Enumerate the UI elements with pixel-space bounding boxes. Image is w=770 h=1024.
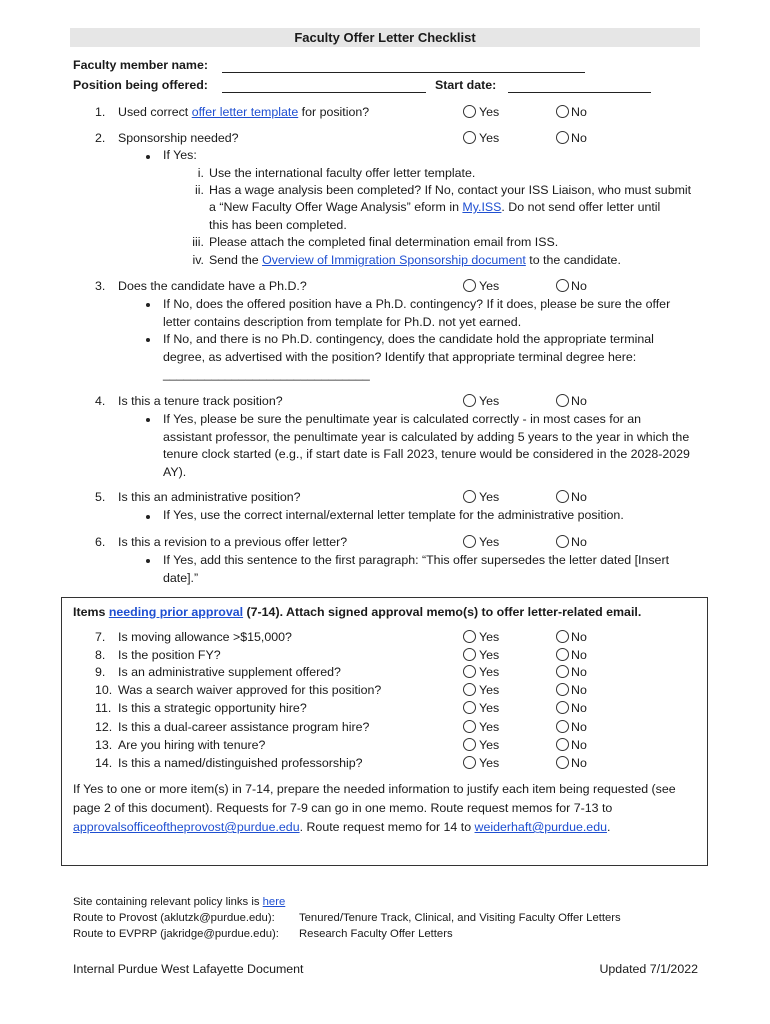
approval-item-yes-radio[interactable] <box>463 701 476 714</box>
q4-question: Is this a tenure track position? <box>118 394 283 408</box>
position-label: Position being offered: <box>73 78 208 92</box>
approval-item-yes-label: Yes <box>479 683 500 697</box>
approval-note-line3 <box>73 820 610 834</box>
approval-item-no-label: No <box>571 756 587 770</box>
q2-number: 2. <box>95 131 106 145</box>
q3-yes-radio[interactable] <box>463 279 476 292</box>
q3-number: 3. <box>95 279 106 293</box>
approval-item-number: 11. <box>95 701 112 715</box>
q2-sub-line2-suffix: . Do not send offer letter until <box>501 200 661 214</box>
q1-suffix: for position? <box>298 105 370 119</box>
approval-item-no-radio[interactable] <box>556 738 569 751</box>
approval-item-yes-radio[interactable] <box>463 630 476 643</box>
q4-number: 4. <box>95 394 106 408</box>
q1-yes-radio[interactable] <box>463 105 476 118</box>
approval-item-question: Is this a named/distinguished professorship? <box>118 756 363 770</box>
q4-bullet: If Yes, please be sure the penultimate year is calculated correctly - in most cases for an assistant professor, the penultimate year is calculated by adding 5 years to the year in which the tenure clock started (e.g., if start date is Fall 2023, tenure would be considered in the 2028-2029 AY). <box>163 412 690 479</box>
approval-item-yes-label: Yes <box>479 630 500 644</box>
approval-item-number: 7. <box>95 630 106 644</box>
approval-item-question: Is an administrative supplement offered? <box>118 665 341 679</box>
bullet-icon <box>146 515 150 519</box>
site-links-text <box>73 896 285 908</box>
q1-no-radio[interactable] <box>556 105 569 118</box>
q6-no-label: No <box>571 535 587 549</box>
approval-item-no-label: No <box>571 738 587 752</box>
bullet-icon <box>146 155 150 159</box>
faculty-name-field[interactable] <box>222 72 585 73</box>
q2-no-radio[interactable] <box>556 131 569 144</box>
q3-no-label: No <box>571 279 587 293</box>
start-date-field[interactable] <box>508 92 651 93</box>
q4-no-label: No <box>571 394 587 408</box>
approval-item-question: Is this a dual-career assistance program hire? <box>118 720 370 734</box>
approval-item-number: 9. <box>95 665 106 679</box>
q2-question: Sponsorship needed? <box>118 131 239 145</box>
approval-item-no-label: No <box>571 665 587 679</box>
evprp-letters: Research Faculty Offer Letters <box>299 928 453 940</box>
offer-letter-template-link[interactable]: offer letter template <box>191 105 299 119</box>
q1-prefix: Used correct <box>118 105 192 119</box>
q5-yes-label: Yes <box>479 490 500 504</box>
approval-item-no-radio[interactable] <box>556 630 569 643</box>
terminal-degree-field[interactable]: ______________________________ <box>163 367 370 381</box>
approval-note-mid: . Route request memo for 14 to <box>299 820 475 834</box>
approval-item-number: 10. <box>95 683 113 697</box>
q2-sub-iv-prefix: Send the <box>209 253 263 267</box>
q2-sub-num: iv. <box>192 253 204 267</box>
approval-item-yes-label: Yes <box>479 738 500 752</box>
provost-email-link[interactable]: approvalsofficeoftheprovost@purdue.edu <box>73 820 300 834</box>
q4-yes-radio[interactable] <box>463 394 476 407</box>
approval-item-question: Are you hiring with tenure? <box>118 738 266 752</box>
q2-sub-num: i. <box>197 166 204 180</box>
q5-no-label: No <box>571 490 587 504</box>
evprp-route: Route to EVPRP (jakridge@purdue.edu): <box>73 928 279 940</box>
approval-note-line2: page 2 of this document). Requests for 7-9 can go in one memo. Route request memos for 7-13 to <box>73 801 613 815</box>
approval-item-yes-radio[interactable] <box>463 756 476 769</box>
q5-no-radio[interactable] <box>556 490 569 503</box>
document-label: Internal Purdue West Lafayette Document <box>73 962 304 976</box>
approval-item-yes-label: Yes <box>479 701 500 715</box>
q2-sub-num: iii. <box>192 235 204 249</box>
approval-item-number: 12. <box>95 720 113 734</box>
here-link[interactable]: here <box>262 896 286 908</box>
q2-yes-radio[interactable] <box>463 131 476 144</box>
approval-item-no-radio[interactable] <box>556 756 569 769</box>
approval-item-yes-radio[interactable] <box>463 738 476 751</box>
q6-yes-radio[interactable] <box>463 535 476 548</box>
faculty-name-label: Faculty member name: <box>73 58 208 72</box>
approval-item-no-label: No <box>571 683 587 697</box>
bullet-icon <box>146 559 150 563</box>
q1-question <box>118 105 369 119</box>
q2-sub-num: ii. <box>195 183 204 197</box>
approval-item-yes-label: Yes <box>479 665 500 679</box>
approval-item-number: 13. <box>95 738 113 752</box>
approval-item-yes-radio[interactable] <box>463 648 476 661</box>
q5-yes-radio[interactable] <box>463 490 476 503</box>
q5-question: Is this an administrative position? <box>118 490 301 504</box>
bullet-icon <box>146 338 150 342</box>
page-title: Faculty Offer Letter Checklist <box>70 28 700 47</box>
q3-bullet-2: If No, and there is no Ph.D. contingency, does the candidate hold the appropriate terminal degree, as advertised with the position? Identify that appropriate terminal degree here: <box>163 332 654 364</box>
provost-letters: Tenured/Tenure Track, Clinical, and Visiting Faculty Offer Letters <box>299 912 621 924</box>
q6-bullet: If Yes, add this sentence to the first paragraph: “This offer supersedes the letter dated [Insert date].” <box>163 553 670 585</box>
approval-note-line1: If Yes to one or more item(s) in 7-14, prepare the needed information to justify each item being requested (see <box>73 782 676 796</box>
start-date-label: Start date: <box>435 78 497 92</box>
q6-no-radio[interactable] <box>556 535 569 548</box>
approval-item-yes-radio[interactable] <box>463 720 476 733</box>
weiderhaft-email-link[interactable]: weiderhaft@purdue.edu <box>474 820 607 834</box>
approval-item-no-radio[interactable] <box>556 665 569 678</box>
q1-yes-label: Yes <box>479 105 500 119</box>
my-iss-link[interactable]: My.ISS <box>462 200 502 214</box>
q2-sub-text-line2 <box>209 200 660 214</box>
q2-ifyes: If Yes: <box>163 148 197 162</box>
q3-question: Does the candidate have a Ph.D.? <box>118 279 307 293</box>
approval-item-question: Is the position FY? <box>118 648 221 662</box>
approval-note-end: . <box>606 820 611 834</box>
approval-item-no-radio[interactable] <box>556 701 569 714</box>
provost-route: Route to Provost (aklutzk@purdue.edu): <box>73 912 275 924</box>
approval-item-number: 8. <box>95 648 106 662</box>
q2-sub-line2-prefix: a “New Faculty Offer Wage Analysis” eform in <box>209 200 463 214</box>
q4-yes-label: Yes <box>479 394 500 408</box>
q1-number: 1. <box>95 105 106 119</box>
approval-item-number: 14. <box>95 756 113 770</box>
bullet-icon <box>146 418 150 422</box>
approval-item-question: Was a search waiver approved for this position? <box>118 683 382 697</box>
q6-number: 6. <box>95 535 106 549</box>
q1-no-label: No <box>571 105 587 119</box>
prior-approval-link[interactable]: needing prior approval <box>108 605 244 619</box>
site-links-prefix: Site containing relevant policy links is <box>73 896 263 908</box>
q4-no-radio[interactable] <box>556 394 569 407</box>
approval-item-question: Is this a strategic opportunity hire? <box>118 701 307 715</box>
q2-sub-text: Please attach the completed final determination email from ISS. <box>209 235 559 249</box>
approval-item-no-radio[interactable] <box>556 683 569 696</box>
approval-item-yes-radio[interactable] <box>463 665 476 678</box>
q5-bullet: If Yes, use the correct internal/external letter template for the administrative position. <box>163 508 624 522</box>
q2-sub-iv-suffix: to the candidate. <box>525 253 621 267</box>
q2-no-label: No <box>571 131 587 145</box>
approval-item-yes-label: Yes <box>479 720 500 734</box>
approval-item-no-label: No <box>571 630 587 644</box>
approval-item-no-radio[interactable] <box>556 720 569 733</box>
q2-yes-label: Yes <box>479 131 500 145</box>
approval-item-yes-radio[interactable] <box>463 683 476 696</box>
q6-yes-label: Yes <box>479 535 500 549</box>
q2-sub-text: Use the international faculty offer letter template. <box>209 166 476 180</box>
approval-heading <box>73 605 641 619</box>
approval-heading-suffix: (7-14). Attach signed approval memo(s) to offer letter-related email. <box>243 605 642 619</box>
q6-question: Is this a revision to a previous offer letter? <box>118 535 348 549</box>
approval-heading-prefix: Items <box>73 605 109 619</box>
approval-item-yes-label: Yes <box>479 648 500 662</box>
q2-sub-text: Has a wage analysis been completed? If No, contact your ISS Liaison, who must submit <box>209 183 692 197</box>
bullet-icon <box>146 303 150 307</box>
approval-item-question: Is moving allowance >$15,000? <box>118 630 292 644</box>
approval-item-yes-label: Yes <box>479 756 500 770</box>
position-field[interactable] <box>222 92 426 93</box>
approval-item-no-label: No <box>571 701 587 715</box>
immigration-overview-link[interactable]: Overview of Immigration Sponsorship document <box>262 253 526 267</box>
q3-yes-label: Yes <box>479 279 500 293</box>
q3-no-radio[interactable] <box>556 279 569 292</box>
updated-date: Updated 7/1/2022 <box>599 962 698 976</box>
q2-sub-text-line3: this has been completed. <box>209 218 347 232</box>
q5-number: 5. <box>95 490 106 504</box>
q2-sub-text <box>209 253 621 267</box>
approval-item-no-label: No <box>571 648 587 662</box>
q3-bullet-1: If No, does the offered position have a Ph.D. contingency? If it does, please be sure the offer letter contains description from template for Ph.D. not yet earned. <box>163 297 671 329</box>
approval-item-no-label: No <box>571 720 587 734</box>
approval-item-no-radio[interactable] <box>556 648 569 661</box>
